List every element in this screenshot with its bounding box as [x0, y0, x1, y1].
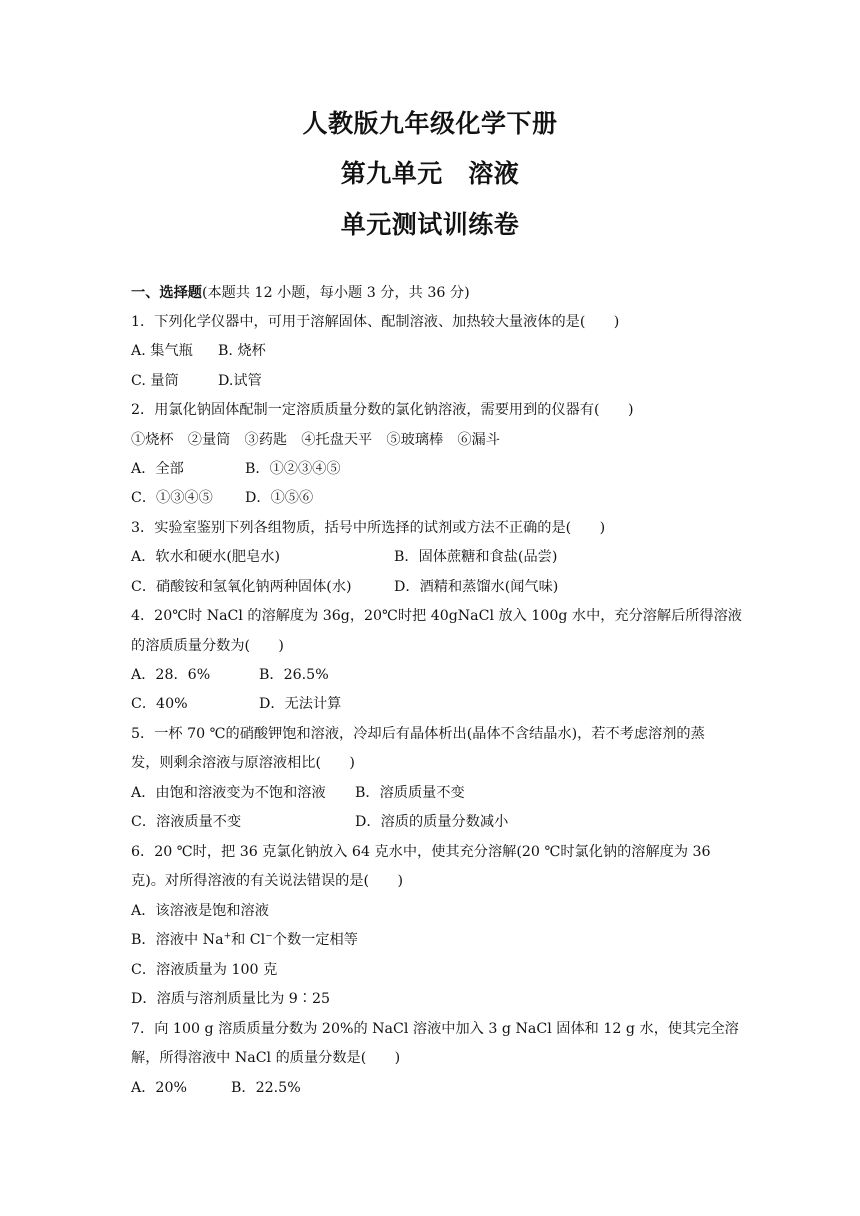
q3-stem: 3．实验室鉴别下列各组物质，括号中所选择的试剂或方法不正确的是( ): [131, 520, 606, 536]
sodium-charge: +: [223, 931, 232, 942]
q3-option-a: A．软水和硬水(肥皂水): [131, 549, 281, 565]
unit-title: 第九单元 溶液: [340, 159, 520, 188]
q1-option-b: B. 烧杯: [218, 343, 266, 359]
section-heading: 一、选择题: [131, 285, 202, 301]
q6-stem-line1: 6．20 ℃时，把 36 克氯化钠放入 64 克水中，使其充分溶解(20 ℃时氯化钠的溶解度为 36: [131, 844, 711, 860]
q5-option-d: D．溶质的质量分数减小: [355, 814, 509, 830]
q6-option-b-text-3: 个数一定相等: [272, 932, 358, 948]
q2-option-c: C．①③④⑤: [131, 490, 213, 506]
q5-option-b: B．溶质质量不变: [355, 785, 465, 801]
q3-option-c: C．硝酸铵和氢氧化钠两种固体(水): [131, 579, 352, 595]
q4-option-d: D．无法计算: [259, 696, 342, 712]
q5-stem-line2: 发，则剩余溶液与原溶液相比( ): [131, 755, 355, 771]
q7-option-b: B．22.5%: [231, 1080, 301, 1096]
chloride-charge: −: [265, 931, 273, 942]
q6-option-c: C．溶液质量为 100 克: [131, 962, 278, 978]
q6-option-b: [131, 930, 358, 950]
q5-option-a: A．由饱和溶液变为不饱和溶液: [131, 785, 326, 801]
q6-stem-line2: 克)。对所得溶液的有关说法错误的是( ): [131, 873, 403, 889]
q5-option-c: C．溶液质量不变: [131, 814, 242, 830]
q4-stem-line1: 4．20℃时 NaCl 的溶解度为 36g，20℃时把 40gNaCl 放入 100g 水中，充分溶解后所得溶液: [131, 608, 742, 624]
q2-items: ①烧杯 ②量筒 ③药匙 ④托盘天平 ⑤玻璃棒 ⑥漏斗: [131, 432, 500, 448]
q2-option-b: B．①②③④⑤: [245, 461, 341, 477]
q2-option-a: A．全部: [131, 461, 184, 477]
q6-option-b-text-1: B．溶液中 Na: [131, 932, 224, 948]
q4-stem-line2: 的溶质质量分数为( ): [131, 638, 284, 654]
q3-option-b: B．固体蔗糖和食盐(品尝): [394, 549, 558, 565]
section-note: (本题共 12 小题，每小题 3 分，共 36 分): [201, 285, 470, 301]
q4-option-a: A．28．6%: [131, 667, 211, 683]
q5-stem-line1: 5．一杯 70 ℃的硝酸钾饱和溶液，冷却后有晶体析出(晶体不含结晶水)，若不考虑溶剂的蒸: [131, 726, 705, 742]
q2-stem: 2．用氯化钠固体配制一定溶质质量分数的氯化钠溶液，需要用到的仪器有( ): [131, 402, 634, 418]
q1-option-c: C. 量筒: [131, 373, 179, 389]
q6-option-a: A．该溶液是饱和溶液: [131, 903, 269, 919]
q4-option-b: B．26.5%: [259, 667, 329, 683]
q4-option-c: C．40%: [131, 696, 188, 712]
q2-option-d: D．①⑤⑥: [245, 490, 314, 506]
q7-stem-line1: 7．向 100 g 溶质质量分数为 20%的 NaCl 溶液中加入 3 g NaCl 固体和 12 g 水，使其完全溶: [131, 1021, 739, 1037]
q6-option-b-text-2: 和 Cl: [231, 932, 266, 948]
q6-option-d: D．溶质与溶剂质量比为 9∶25: [131, 991, 331, 1007]
q1-option-a: A. 集气瓶: [131, 343, 193, 359]
q7-option-a: A．20%: [131, 1080, 187, 1096]
section-header: [131, 283, 470, 303]
q1-option-d: D.试管: [218, 373, 262, 389]
doc-title: 人教版九年级化学下册: [302, 109, 558, 138]
q7-stem-line2: 解，所得溶液中 NaCl 的质量分数是( ): [131, 1050, 401, 1066]
test-title: 单元测试训练卷: [340, 210, 520, 239]
q3-option-d: D．酒精和蒸馏水(闻气味): [394, 579, 559, 595]
q1-stem: 1．下列化学仪器中，可用于溶解固体、配制溶液、加热较大量液体的是( ): [131, 314, 620, 330]
